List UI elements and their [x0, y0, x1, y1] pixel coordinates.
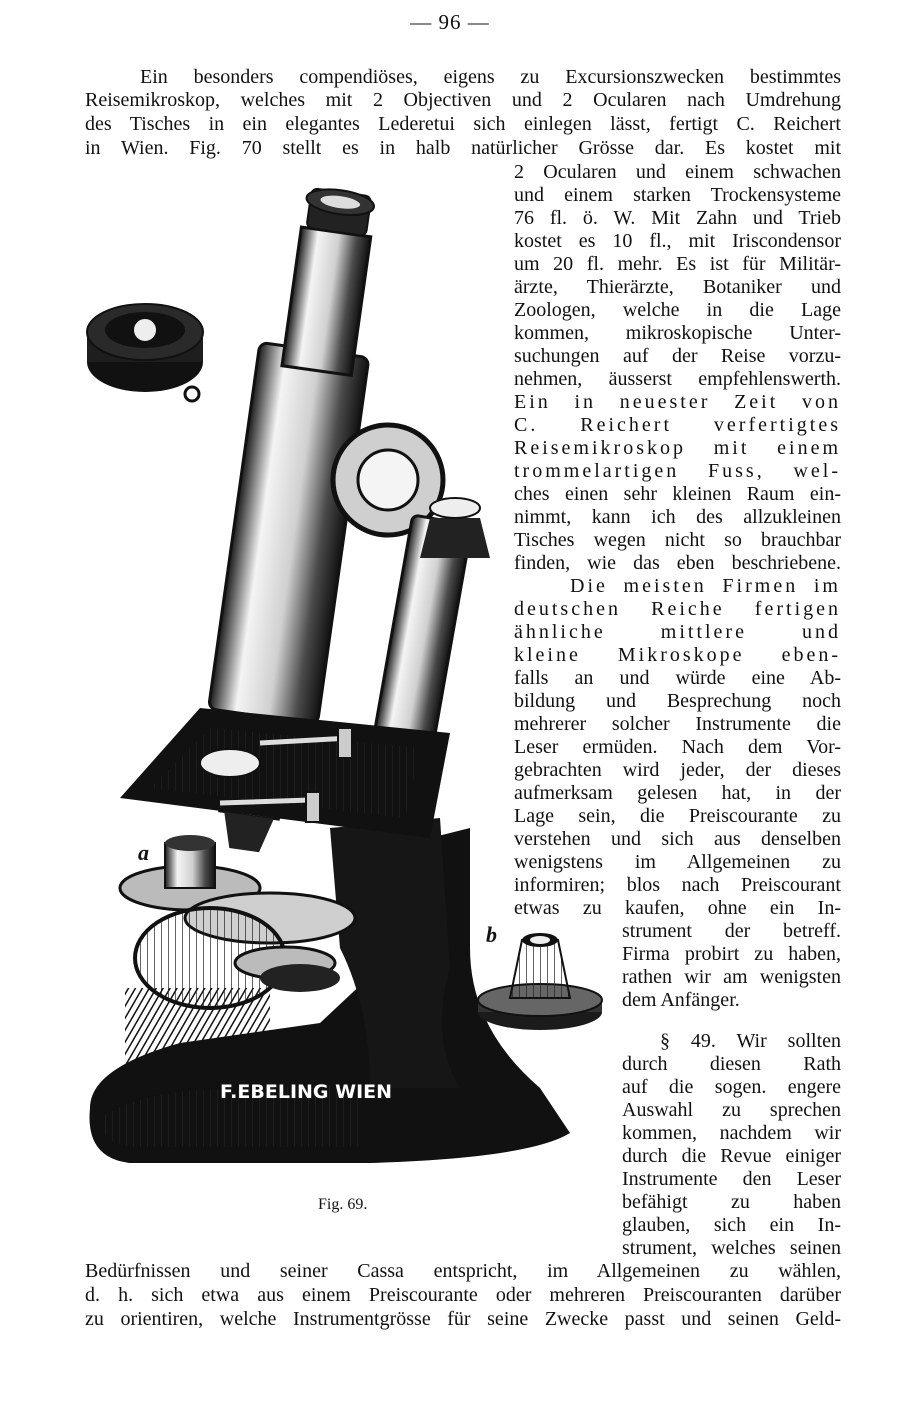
text-line: in Wien. Fig. 70 stellt es in halb natürlicher Grösse dar. Es kostet mit	[85, 137, 841, 159]
figure-caption: Fig. 69.	[318, 1196, 368, 1213]
text-line: deutschen Reiche fertigen	[514, 598, 841, 620]
text-line: gebrachten wird jeder, der dieses	[514, 759, 841, 781]
text-line: verstehen und sich aus denselben	[514, 828, 841, 850]
text-line: Instrumente den Leser	[622, 1168, 841, 1190]
text-line: informiren; blos nach Preiscourant	[514, 874, 841, 896]
text-line: falls an und würde eine Ab-	[514, 667, 841, 689]
text-line: kostet es 10 fl., mit Iriscondensor	[514, 230, 841, 252]
text-line: ärzte, Thierärzte, Botaniker und	[514, 276, 841, 298]
text-line: durch die Revue einiger	[622, 1145, 841, 1167]
text-line: Bedürfnissen und seiner Cassa entspricht, im Allgemeinen zu wählen,	[85, 1260, 841, 1282]
text-line: ches einen sehr kleinen Raum ein-	[514, 483, 841, 505]
text-line: Reisemikroskop mit einem	[514, 437, 841, 459]
text-line: Ein in neuester Zeit von	[514, 391, 841, 413]
text-line: zu orientiren, welche Instrumentgrösse für seine Zwecke passt und seinen Geld-	[85, 1308, 841, 1330]
text-line: wenigstens im Allgemeinen zu	[514, 851, 841, 873]
text-line: nimmt, kann ich des allzukleinen	[514, 506, 841, 528]
text-line: glauben, sich ein In-	[622, 1214, 841, 1236]
text-line: finden, wie das eben beschriebene.	[514, 552, 841, 574]
page-number: — 96 —	[410, 10, 490, 34]
text-line: Reisemikroskop, welches mit 2 Objectiven und 2 Ocularen nach Umdrehung	[85, 89, 841, 111]
text-line: kommen, nachdem wir	[622, 1122, 841, 1144]
text-line: Lage sein, die Preiscourante zu	[514, 805, 841, 827]
text-line: etwas zu kaufen, ohne ein In-	[514, 897, 841, 919]
text-line: bildung und Besprechung noch	[514, 690, 841, 712]
text-line: trommelartigen Fuss, wel-	[514, 460, 841, 482]
text-line: mehrerer solcher Instrumente die	[514, 713, 841, 735]
text-line: durch diesen Rath	[622, 1053, 841, 1075]
text-line: 2 Ocularen und einem schwachen	[514, 161, 841, 183]
text-line: des Tisches in ein elegantes Lederetui sich einlegen lässt, fertigt C. Reichert	[85, 113, 841, 135]
text-line: strument der betreff.	[622, 920, 841, 942]
text-line: auf die sogen. engere	[622, 1076, 841, 1098]
maker-inscription: F.EBELING WIEN	[220, 1081, 393, 1103]
text-line: d. h. sich etwa aus einem Preiscourante oder mehreren Preiscouranten darüber	[85, 1284, 841, 1306]
text-line: suchungen auf der Reise vorzu-	[514, 345, 841, 367]
text-line: Leser ermüden. Nach dem Vor-	[514, 736, 841, 758]
text-line: strument, welches seinen	[622, 1237, 841, 1259]
figure-label-b: b	[486, 922, 497, 947]
text-line: kleine Mikroskope eben-	[514, 644, 841, 666]
text-line: um 20 fl. mehr. Es ist für Militär-	[514, 253, 841, 275]
text-line: Firma probirt zu haben,	[622, 943, 841, 965]
text-line: C. Reichert verfertigtes	[514, 414, 841, 436]
iris-diaphragm-illustration	[80, 292, 220, 412]
text-line: 76 fl. ö. W. Mit Zahn und Trieb	[514, 207, 841, 229]
text-line: Tisches wegen nicht so brauchbar	[514, 529, 841, 551]
text-line: Auswahl zu sprechen	[622, 1099, 841, 1121]
text-line: kommen, mikroskopische Unter-	[514, 322, 841, 344]
section-heading-line: § 49. Wir sollten	[660, 1030, 841, 1052]
text-line: nehmen, äusserst empfehlenswerth.	[514, 368, 841, 390]
figure-label-a: a	[138, 840, 149, 865]
text-line: befähigt zu haben	[622, 1191, 841, 1213]
text-line: aufmerksam gelesen hat, in der	[514, 782, 841, 804]
text-line: dem Anfänger.	[622, 989, 740, 1011]
text-line: Zoologen, welche in die Lage	[514, 299, 841, 321]
text-line: rathen wir am wenigsten	[622, 966, 841, 988]
text-line: ähnliche mittlere und	[514, 621, 841, 643]
text-line: Die meisten Firmen im	[570, 575, 841, 597]
text-line: und einem starken Trockensysteme	[514, 184, 841, 206]
text-line: Ein besonders compendiöses, eigens zu Excursionszwecken bestimmtes	[140, 66, 841, 88]
